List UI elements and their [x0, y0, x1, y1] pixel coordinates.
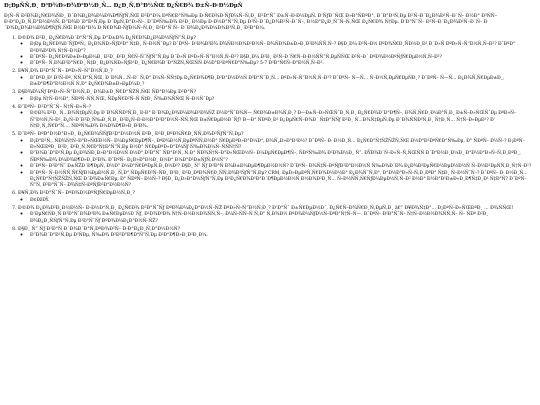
- intro-line-1: Ð¦Ñ–Ñ Ð²Ð¾Ð¿Ñ€Ð¾ÑÐ¸ Ð´Ð¾Ð¿Ð¾Ð¼Ð¾Ð¶ÑƒÑ‚ÑŒ Ð²Ð°Ð¼ ÐºÑ€Ð°Ñ‰Ðµ Ð·Ñ€Ð¾Ð·ÑƒÐ¼Ñ–Ñ‚Ð¸ Ð²Ð°Ñˆ Ð±Ñ–Ð·Ð½ÐµÑ. Ð‘ÑƒÐ´ÑŒ Ð»Ð°ÑÐºÐ°, Ð´Ð°Ð¹Ñ‚Ðµ Ð²Ñ–Ð´Ð¿Ð¾Ð²Ñ–Ð´Ñ– Ð½Ð° Ð²ÑÑ– Ð·Ð°Ð¿Ð¸Ñ‚Ð°Ð½Ð½Ñ. Ð”Ð¾Ð´Ð°Ð¹Ñ‚Ðµ Ð´ÐµÑ‚Ð°Ð»Ñ–.: [4, 14, 498, 26]
- question-details: [18, 97, 534, 103]
- intro-paragraph: [4, 14, 534, 33]
- question-item: [18, 90, 534, 103]
- question-item: [18, 206, 534, 225]
- question-item: [18, 105, 534, 131]
- question-details: [18, 212, 534, 225]
- question-details: [18, 76, 534, 89]
- question-details: [18, 233, 534, 239]
- detail-item: ◦ Ð’ÐµÑ€ÑÐ¸Ñ Ð²Ð°ÑˆÐ¾Ð³Ð¾ Ð±Ñ€ÐµÐ½Ð´Ñƒ, Ð¹Ð¾Ð³Ð¾ Ñ†Ñ–Ð½Ð½Ð¾ÑÑ‚Ñ–, Ð¼Ñ–ÑÑ–Ñ Ñ‚Ð° Ñ‚Ð¾Ð½ ÐºÐ¾Ð¼ÑƒÐ½Ñ–ÐºÐ°Ñ†Ñ–Ñ—. Ð¯ÐºÑ– Ð²Ð°ÑˆÑ– Ñ†Ñ–Ð½Ð½Ð¾ÑÑ‚Ñ– Ñ– ÑÐº Ð²Ð¸ Ð¾Ð¿Ð¸ÑÑƒÑ”Ñ‚Ðµ Ð²Ð°ÑˆÑƒ ÐºÐ¾Ð¼Ð¿Ð°Ð½Ñ–ÑŽ?: [30, 212, 534, 225]
- detail-item: ◦ Ð¢ÐžÐŸ.: [30, 198, 534, 204]
- question-text: Ð¯ÐºÑ– Ð²Ð°ÑˆÑ– Ñ†Ñ–Ð»Ñ–?: [18, 104, 92, 110]
- document-title: Ð¡ÐµÑÑ‚Ð¸ Ð³Ð¾Ð»Ð¾Ð²Ð½Ð¸Ñ… Ð¿Ð¸Ñ‚Ð°Ð½ÑŒ Ð¿Ñ€Ð¾ Ð±Ñ–Ð·Ð½ÐµÑ: [4, 3, 243, 9]
- detail-item: ◦ Ð”Ð¾Ð´Ð°Ð¹Ñ‚Ðµ Ð¿Ð¾ÑÐ¸Ð»Ð°Ð½Ð½Ñ Ð½Ð° Ð²Ð°Ñˆ ÑÐ°Ð¹Ñ‚ Ñ‚Ð° ÑÐ¾Ñ†Ñ–Ð°Ð»ÑŒÐ½Ñ– Ð¼ÐµÑ€ÐµÐ¶Ñ–, ÑÐºÑ‰Ð¾ Ð²Ð¾Ð½Ð¸ Ñ”. ÐŸÐ¾Ð´Ñ–Ð»Ñ–Ñ‚ÑŒÑÑ Ð´Ð°Ð½Ð¸Ð¼Ð¸ Ð°Ð½Ð°Ð»Ñ–Ñ‚Ð¸ÐºÐ¸, ÑÐºÑ‰Ð¾ Ð¼Ð¾Ð¶Ð»Ð¸Ð²Ð¾. Ð¯ÐºÑ– Ð¿Ð»Ð°Ð½Ð¸ Ð½Ð° Ð¼Ð°Ð¹Ð±ÑƒÑ‚Ð½Ñ”?: [30, 151, 534, 164]
- question-text: Ð¥Ñ‚Ð¾ Ð²Ð°ÑˆÑ– ÐºÐ¾Ð½ÐºÑƒÑ€ÐµÐ½Ñ‚Ð¸?: [18, 191, 135, 197]
- question-details: [18, 139, 534, 190]
- question-details: [18, 198, 534, 204]
- detail-item: ◦ Ð¦Ðµ Ñ†Ñ–Ð½Ð°, ÑÐºÑ–ÑÑ‚ÑŒ, ÑÐµÑ€Ð²Ñ–Ñ Ñ‡Ð¸ Ñ‰Ð¾ÑÑŒ Ñ–Ð½ÑˆÐµ?: [30, 97, 534, 103]
- detail-item: ◦ Ð¯ÐºÑ– Ñ–Ð½ÑÑ‚Ñ€ÑƒÐ¼ÐµÐ½Ñ‚Ð¸ Ñ‚Ð° ÑÐµÑ€Ð²Ñ–ÑÐ¸ Ð²Ð¸ Ð²Ð¸ÐºÐ¾Ñ€Ð¸ÑÑ‚Ð¾Ð²ÑƒÑ”Ñ‚Ðµ? CRM, ÐµÐ»ÐµÐºÑ‚Ñ€Ð¾Ð½Ð½Ð° Ð¿Ð¾ÑˆÑ‚Ð°, Ð°Ð½Ð°Ð»Ñ–Ñ‚Ð¸ÐºÐ° Ñ‡Ð¸ Ñ–Ð½ÑˆÑ–? Ð¯ÐºÑ– Ð· Ð½Ð¸Ñ… Ð¿Ñ€Ð°Ñ†ÑŽÑŽÑ‚ÑŒ Ð´Ð¾Ð±Ñ€Ðµ, Ð° ÑÐºÑ– Ð½Ñ–? Ð§Ð¸ Ð¿Ð»Ð°Ð½ÑƒÑ”Ñ‚Ðµ Ð²Ð¿Ñ€Ð¾Ð²Ð°Ð´Ð¶ÐµÐ½Ð½Ñ Ð½Ð¾Ð²Ð¸Ñ… Ñ–Ð½ÑÑ‚Ñ€ÑƒÐ¼ÐµÐ½Ñ‚Ñ–Ð² Ð½Ð° Ð½Ð°Ð¹Ð±Ð»Ð¸Ð¶Ñ‡Ð¸Ð¹ Ñ‡Ð°Ñ? Ð¯ÐºÑ– Ñ”Ñ‚ Ð²Ð°ÑˆÑ– Ð¾Ñ‡Ñ–ÐºÑƒÐ²Ð°Ð½Ð½Ñ?: [30, 171, 534, 190]
- question-details: [18, 42, 534, 68]
- question-text: Ð¥Ñ‚Ð¾ Ð²Ð°ÑˆÑ– ÐºÐ»Ñ–Ñ”Ð½Ñ‚Ð¸?: [18, 69, 113, 75]
- detail-item: ◦ Ð¯ÐºÑ– Ð¿Ñ€Ð¾Ð±Ð»ÐµÐ¼Ð¸ Ð²Ð¸ Ð²Ð¸Ñ€Ñ–ÑˆÑƒÑ”Ñ‚Ðµ Ð´Ð»Ñ ÐºÐ»Ñ–Ñ”Ð½Ñ‚Ñ–Ð²? Ð§Ð¸Ð¼ Ð²Ð¸ Ð²Ñ–Ð´Ñ€Ñ–Ð·Ð½ÑÑ”Ñ‚ÐµÑÑŒ Ð²Ñ–Ð´ ÐºÐ¾Ð½ÐºÑƒÑ€ÐµÐ½Ñ‚Ñ–Ð²?: [30, 55, 534, 61]
- question-text: Ð¯ÐºÑ– ÐºÐ°Ð½Ð°Ð»Ð¸ Ð¿Ñ€Ð¾ÑÑƒÐ²Ð°Ð½Ð½Ñ Ð²Ð¸ Ð²Ð¸ÐºÐ¾Ñ€Ð¸ÑÑ‚Ð¾Ð²ÑƒÑ”Ñ‚Ðµ?: [18, 132, 244, 138]
- question-text: Ð§Ð¸ Ñ” Ñƒ Ð²Ð°Ñ Ð´Ð¾Ð´Ð°Ñ‚ÐºÐ¾Ð²Ñ– Ð·Ð°Ð¿Ð¸Ñ‚Ð°Ð½Ð½Ñ?: [18, 226, 181, 232]
- question-item: [18, 132, 534, 190]
- question-list: [4, 36, 534, 240]
- detail-item: ◦ Ð¯ÐºÐ¸Ð¹ Ð²Ñ–Ðº, ÑÑ‚Ð°Ñ‚ÑŒ, Ð´Ð¾Ñ…Ñ–Ð´ Ñ‚Ð° Ð¼Ñ–ÑÑ†Ðµ Ð¿Ñ€Ð¾Ð¶Ð¸Ð²Ð°Ð½Ð½Ñ Ð²Ð°ÑˆÐ¸Ñ… ÐºÐ»Ñ–Ñ”Ð½Ñ‚Ñ–Ð²? Ð¯ÐºÑ– Ñ—Ñ… Ñ–Ð½Ñ‚ÐµÑ€ÐµÑÐ¸? Ð¯ÐºÑ– Ñ—Ñ… Ð¿Ð¾Ñ‚Ñ€ÐµÐ±Ð¸, Ð±Ð°Ð¶Ð°Ð½Ð½Ñ Ñ‚Ð° Ð¿Ñ€Ð¾Ð±Ð»ÐµÐ¼Ð¸?: [30, 76, 534, 89]
- question-text: Ð©Ð¾ Ð²Ð¸ Ð¿Ñ€Ð¾Ð´Ð°Ñ”Ñ‚Ðµ Ð°Ð±Ð¾ Ð¿Ñ€Ð¾Ð¿Ð¾Ð½ÑƒÑ”Ñ‚Ðµ?: [18, 35, 196, 41]
- question-text: Ð©Ð¾ Ð¿Ð¾Ð²Ð¸Ð½Ð½Ñ– Ð·Ð½Ð°Ñ‚Ð¸ Ð¿Ñ€Ð¾ Ð²Ð°ÑˆÑƒ ÐºÐ¾Ð¼Ð¿Ð°Ð½Ñ–ÑŽ ÐºÐ»Ñ–Ñ”Ð½Ñ‚Ð¸? Ð’Ð°Ñˆ Ð±Ñ€ÐµÐ½Ð´, Ð¿Ñ€Ñ–Ð¾Ñ€Ð¸Ñ‚ÐµÑ‚Ð¸ â€” Ð¥Ð¾Ñ‡Ð°... Ð¡ÐºÑ–Ð»ÑŒÐºÐ¸ ... Ð¾ÑÑŒ!: [18, 205, 514, 211]
- question-item: [18, 191, 534, 204]
- detail-item: ◦ Ð¡Ð°Ð¹Ñ‚, ÑÐ¾Ñ†Ñ–Ð°Ð»ÑŒÐ½Ñ– Ð¼ÐµÑ€ÐµÐ¶Ñ–, ÐºÐ¾Ð½Ñ‚ÐµÐºÑÑ‚Ð½Ð° Ñ€ÐµÐºÐ»Ð°Ð¼Ð°, Ð¾Ñ„Ð»Ð°Ð¹Ð½? Ð¯ÐºÑ– Ð· Ð½Ð¸Ñ… Ð¿Ñ€Ð°Ñ†ÑŽÑŽÑ‚ÑŒ Ð½Ð°Ð¹ÐºÑ€Ð°Ñ‰Ðµ, Ð° ÑÐºÑ– Ð½Ñ–? Ð¡ÐºÑ–Ð»ÑŒÐºÐ¸ Ð²Ð¸ Ð²Ð¸Ñ‚Ñ€Ð°Ñ‡Ð°Ñ”Ñ‚Ðµ Ð½Ð° Ñ€ÐµÐºÐ»Ð°Ð¼Ñƒ Ñ‰Ð¾Ð¼Ñ–ÑÑÑ†Ñ?: [30, 139, 534, 152]
- detail-item: ◦ Ð¯ÐºÑ– Ð²Ð°Ñˆ Ð±ÑŽÐ´Ð¶ÐµÑ‚ Ð½Ð° Ð¼Ð°Ñ€ÐºÐµÑ‚Ð¸Ð½Ð³? Ð§Ð¸ Ñ” Ñƒ Ð²Ð°Ñ Ð¾Ð±Ð¼ÐµÐ¶ÐµÐ½Ð½Ñ? Ð¯ÐºÑ– Ð¾Ñ‡Ñ–ÐºÑƒÐ²Ð°Ð½Ð½Ñ Ñ‰Ð¾Ð´Ð¾ Ð¿Ð¾Ð²ÐµÑ€Ð½ÐµÐ½Ð½Ñ Ñ–Ð½Ð²ÐµÑÑ‚Ð¸Ñ†Ñ–Ð¹?: [30, 164, 534, 170]
- question-details: [18, 111, 534, 130]
- detail-item: ◦ Ð”Ð¾Ð´Ð°Ð¹Ñ‚Ðµ Ð²ÑÐµ, Ñ‰Ð¾ Ð²Ð²Ð°Ð¶Ð°Ñ”Ñ‚Ðµ Ð²Ð°Ð¶Ð»Ð¸Ð²Ð¸Ð¼.: [30, 233, 534, 239]
- question-item: [18, 36, 534, 68]
- question-item: [18, 69, 534, 88]
- detail-item: ◦ Ð¦Ðµ Ð¿Ñ€Ð¾Ð´ÑƒÐºÑ‚, Ð¿Ð¾ÑÐ»ÑƒÐ³Ð° Ñ‡Ð¸ Ñ–Ð½ÑˆÐµ? Ð¯ÐºÑ– Ð¹Ð¾Ð³Ð¾ Ð¾ÑÐ½Ð¾Ð²Ð½Ñ– Ð¾ÑÐ¾Ð±Ð»Ð¸Ð²Ð¾ÑÑ‚Ñ–? Ð§Ð¸Ð¼ Ð²Ñ–Ð½ ÐºÐ¾Ñ€Ð¸ÑÐ½Ð¸Ð¹ Ð´Ð»Ñ ÐºÐ»Ñ–Ñ”Ð½Ñ‚Ñ–Ð²? Ð¯ÐºÐ° Ð¹Ð¾Ð³Ð¾ Ñ†Ñ–Ð½Ð°?: [30, 42, 534, 55]
- question-item: [18, 227, 534, 240]
- intro-line-2: Ð¯ÐºÑ‰Ð¾ Ð²Ð¸ Ð½Ðµ Ð·Ð½Ð°Ñ”Ñ‚Ðµ Ð²Ñ–Ð´Ð¿Ð¾Ð²Ñ–Ð´Ñ–, Ð½Ð°Ð¿Ð¸ÑˆÑ–Ñ‚ÑŒ Ð¿Ñ€Ð¾ Ñ†Ðµ. Ð’Ð°ÑˆÑ– Ð²Ñ–Ð´Ð¿Ð¾Ð²Ñ–Ð´Ñ– Ð´Ð¾Ð¿Ð¾Ð¼Ð¾Ð¶ÑƒÑ‚ÑŒ Ð½Ð°Ð¼ Ð·Ñ€Ð¾Ð·ÑƒÐ¼Ñ–Ñ‚Ð¸ Ð²Ð°Ñ Ñ– Ð´Ð¾Ð¿Ð¾Ð¼Ð¾Ð³Ñ‚Ð¸ Ð²Ð°Ð¼.: [4, 20, 488, 32]
- detail-item: ◦ Ð¯ÐºÑ– Ñ‚Ð¾Ð²Ð°Ñ€Ð¸ Ñ‡Ð¸ Ð¿Ð¾ÑÐ»ÑƒÐ³Ð¸ Ð¿Ñ€Ð¾Ð´Ð°ÑŽÑ‚ÑŒÑÑ Ð½Ð°Ð¹ÐºÑ€Ð°Ñ‰Ðµ? 5-7 Ð²Ð°Ñ€Ñ–Ð°Ð½Ñ‚Ñ–Ð².: [30, 61, 534, 67]
- detail-item: ◦ Ð©Ð¾ Ð²Ð¸ Ñ…Ð¾Ñ‡ÐµÑ‚Ðµ Ð´Ð¾ÑÑÐ³Ñ‚Ð¸ Ð·Ð° Ð´Ð¾Ð¿Ð¾Ð¼Ð¾Ð³Ð¾ÑŽ Ð½Ð°ÑˆÐ¾Ñ— Ñ€Ð¾Ð±Ð¾Ñ‚Ð¸? Ð—Ð±Ñ–Ð»ÑŒÑˆÐ¸Ñ‚Ð¸ Ð¿Ñ€Ð¾Ð´Ð°Ð¶Ñ–, Ð¾Ñ‚Ñ€Ð¸Ð¼Ð°Ñ‚Ð¸ Ð±Ñ–Ð»ÑŒÑˆÐµ ÐºÐ»Ñ–Ñ”Ð½Ñ‚Ñ–Ð², Ð¿Ñ–Ð´Ð²Ð¸Ñ‰Ð¸Ñ‚Ð¸ Ð²Ð¿Ñ–Ð·Ð½Ð°Ð²Ð°Ð½Ñ–ÑÑ‚ÑŒ Ð±Ñ€ÐµÐ½Ð´Ñƒ? Ð—Ð° ÑÐºÐ¸Ð¹ Ð¿ÐµÑ€Ñ–Ð¾Ð´ Ñ‡Ð°ÑÑƒ Ð²Ð¸ Ñ…Ð¾Ñ‡ÐµÑ‚Ðµ Ð´Ð¾ÑÑÐ³Ñ‚Ð¸ Ñ†Ð¸Ñ… Ñ†Ñ–Ð»ÐµÐ¹? Ð’ Ñ†Ð¸Ñ„Ñ€Ð°Ñ…, ÑÐºÑ‰Ð¾ Ð¼Ð¾Ð¶Ð»Ð¸Ð²Ð¾.: [30, 111, 534, 130]
- question-text: Ð§Ð¾Ð¼Ñƒ ÐºÐ»Ñ–Ñ”Ð½Ñ‚Ð¸ Ð¾Ð±Ð¸Ñ€Ð°ÑŽÑ‚ÑŒ ÑÐ°Ð¼Ðµ Ð²Ð°Ñ?: [18, 90, 197, 96]
